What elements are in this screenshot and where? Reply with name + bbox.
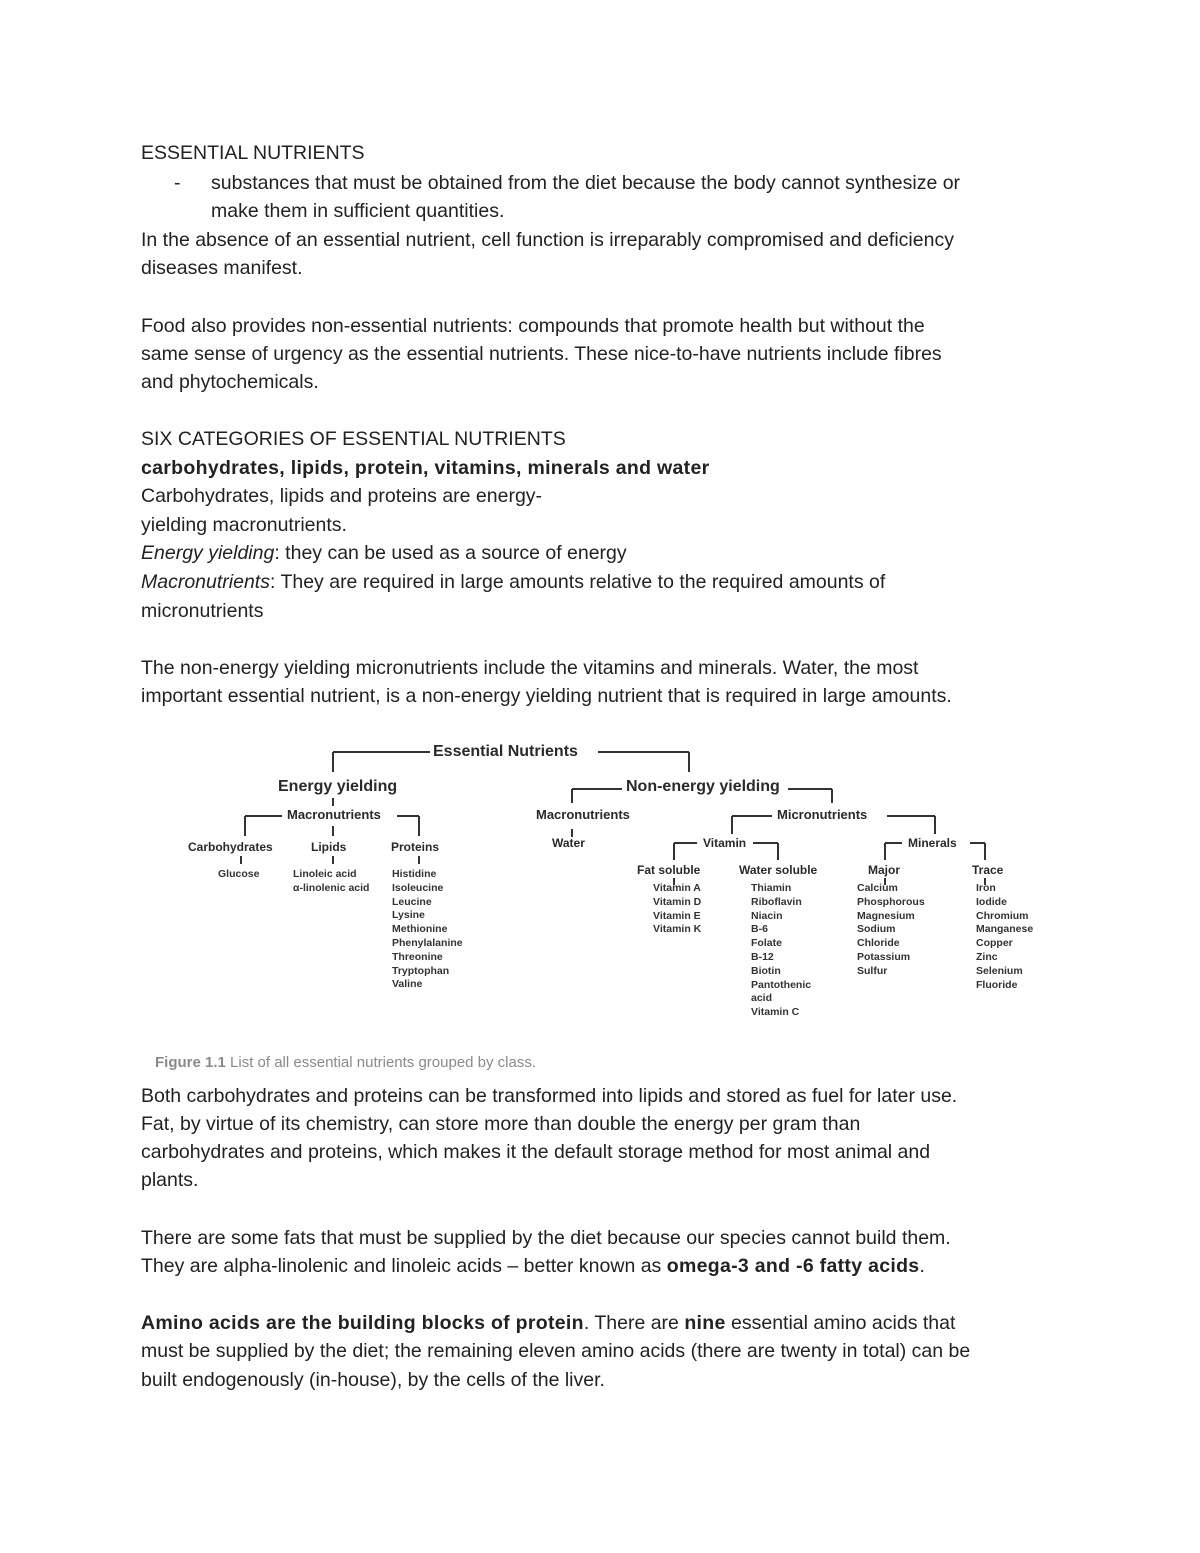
diagram-list-item: Zinc bbox=[976, 950, 998, 963]
diagram-list-item: B-6 bbox=[751, 923, 768, 936]
diagram-list-item: Vitamin C bbox=[751, 1006, 800, 1019]
diagram-list-item: Pantothenic bbox=[751, 978, 812, 991]
diagram-list-item: Sulfur bbox=[857, 964, 888, 977]
diagram-list-item: Magnesium bbox=[857, 909, 915, 922]
diagram-list-item: Potassium bbox=[857, 950, 911, 963]
paragraph-amino-line3: built endogenously (in-house), by the cells of the liver. bbox=[141, 1369, 605, 1391]
paragraph-storage-line2: Fat, by virtue of its chemistry, can store more than double the energy per gram than bbox=[141, 1113, 861, 1135]
fats-period: . bbox=[919, 1255, 925, 1277]
diagram-major-list bbox=[857, 882, 925, 979]
paragraph-micronutrients-line1: The non-energy yielding micronutrients include the vitamins and minerals. Water, the most bbox=[141, 657, 919, 679]
diagram-macronutrients-right: Macronutrients bbox=[536, 807, 630, 822]
bullet-text-line2: make them in sufficient quantities. bbox=[211, 200, 505, 222]
definition-text: : they can be used as a source of energy bbox=[274, 542, 627, 564]
diagram-list-item: Riboflavin bbox=[751, 895, 802, 908]
definition-text: : They are required in large amounts relative to the required amounts of bbox=[269, 571, 886, 593]
diagram-lipids: Lipids bbox=[311, 840, 347, 854]
diagram-list-item: Biotin bbox=[751, 964, 781, 977]
diagram-list-item: Histidine bbox=[392, 868, 437, 880]
diagram-water-soluble: Water soluble bbox=[739, 863, 818, 877]
diagram-root-label: Essential Nutrients bbox=[433, 743, 578, 760]
paragraph-amino-line2: must be supplied by the diet; the remaining eleven amino acids (there are twenty in total) can be bbox=[141, 1340, 971, 1362]
diagram-list-item: Phosphorous bbox=[857, 895, 925, 908]
paragraph-absence-line2: diseases manifest. bbox=[141, 257, 303, 279]
definition-term: Energy yielding bbox=[141, 542, 275, 564]
fats-text: They are alpha-linolenic and linoleic acids – better known as bbox=[141, 1255, 667, 1277]
definition-macronutrients-line2: micronutrients bbox=[141, 600, 264, 622]
diagram-list-item: Valine bbox=[392, 978, 423, 991]
paragraph-non-essential-line3: and phytochemicals. bbox=[141, 371, 319, 393]
definition-energy-yielding bbox=[141, 539, 627, 568]
paragraph-storage-line4: plants. bbox=[141, 1169, 199, 1191]
diagram-list-item: Fluoride bbox=[976, 978, 1018, 991]
definition-term: Macronutrients bbox=[141, 571, 270, 593]
paragraph-storage-line3: carbohydrates and proteins, which makes it the default storage method for most animal and bbox=[141, 1141, 931, 1163]
diagram-fat-soluble-list bbox=[653, 882, 701, 937]
bullet-text-line1: substances that must be obtained from the diet because the body cannot synthesize or bbox=[211, 172, 961, 194]
diagram-water: Water bbox=[552, 836, 585, 850]
amino-bold: Amino acids are the building blocks of protein bbox=[141, 1312, 584, 1334]
omega-bold: omega-3 and -6 fatty acids bbox=[666, 1255, 920, 1277]
paragraph-micronutrients-line2: important essential nutrient, is a non-energy yielding nutrient that is required in large amounts. bbox=[141, 685, 952, 707]
paragraph-non-essential-line1: Food also provides non-essential nutrients: compounds that promote health but without the bbox=[141, 315, 925, 337]
diagram-lipids-list bbox=[293, 868, 369, 896]
diagram-macronutrients-left: Macronutrients bbox=[287, 807, 381, 822]
diagram-list-item: Tryptophan bbox=[392, 964, 450, 977]
paragraph-fats-line1: There are some fats that must be supplied by the diet because our species cannot build them. bbox=[141, 1227, 951, 1249]
diagram-list-item: Vitamin A bbox=[653, 882, 701, 894]
diagram-list-item: Iodide bbox=[976, 895, 1007, 908]
diagram-carbohydrates-list bbox=[218, 868, 259, 882]
figure-caption bbox=[155, 1054, 536, 1071]
paragraph-storage-line1: Both carbohydrates and proteins can be transformed into lipids and stored as fuel for later use. bbox=[141, 1085, 958, 1107]
diagram-trace: Trace bbox=[972, 863, 1004, 877]
diagram-vitamin: Vitamin bbox=[703, 836, 747, 850]
diagram-energy-yielding: Energy yielding bbox=[278, 778, 398, 795]
nine-bold: nine bbox=[684, 1312, 726, 1334]
diagram-list-item: α-linolenic acid bbox=[293, 881, 370, 894]
diagram-list-item: Phenylalanine bbox=[392, 936, 463, 949]
diagram-list-item: Isoleucine bbox=[392, 881, 444, 894]
diagram-water-soluble-list bbox=[751, 882, 811, 1020]
heading-essential-nutrients: ESSENTIAL NUTRIENTS bbox=[141, 142, 365, 164]
diagram-proteins: Proteins bbox=[391, 840, 440, 854]
diagram-list-item: Manganese bbox=[976, 923, 1034, 936]
diagram-list-item: Leucine bbox=[392, 895, 432, 908]
bullet-dash: - bbox=[174, 172, 181, 194]
diagram-list-item: Thiamin bbox=[751, 882, 792, 894]
categories-list-bold: carbohydrates, lipids, protein, vitamins, minerals and water bbox=[141, 457, 710, 479]
paragraph-non-essential-line2: same sense of urgency as the essential nutrients. These nice-to-have nutrients include fibres bbox=[141, 343, 942, 365]
diagram-list-item: B-12 bbox=[751, 950, 774, 963]
diagram-carbohydrates: Carbohydrates bbox=[188, 840, 273, 854]
diagram-list-item: Selenium bbox=[976, 964, 1023, 977]
diagram-list-item: Lysine bbox=[392, 909, 425, 922]
amino-text: . There are bbox=[583, 1312, 685, 1334]
definition-macronutrients bbox=[141, 568, 885, 597]
diagram-list-item: Methionine bbox=[392, 923, 448, 936]
diagram-list-item: Vitamin D bbox=[653, 895, 702, 908]
diagram-trace-list bbox=[976, 882, 1033, 992]
diagram-list-item: Chloride bbox=[857, 937, 900, 950]
diagram-non-energy-yielding: Non-energy yielding bbox=[626, 778, 780, 795]
paragraph-fats-line2 bbox=[141, 1252, 925, 1281]
diagram-major: Major bbox=[868, 863, 901, 877]
paragraph-macro-line2: yielding macronutrients. bbox=[141, 514, 347, 536]
diagram-list-item: acid bbox=[751, 992, 773, 1005]
paragraph-absence-line1: In the absence of an essential nutrient, cell function is irreparably compromised and deficiency bbox=[141, 229, 954, 251]
essential-nutrients-diagram bbox=[185, 740, 1055, 1030]
diagram-minerals: Minerals bbox=[908, 836, 957, 850]
diagram-list-item: Chromium bbox=[976, 909, 1029, 922]
diagram-list-item: Vitamin K bbox=[653, 923, 702, 936]
caption-text: List of all essential nutrients grouped by class. bbox=[225, 1054, 537, 1071]
amino-text-2: essential amino acids that bbox=[725, 1312, 956, 1334]
diagram-list-item: Copper bbox=[976, 937, 1013, 950]
diagram-fat-soluble: Fat soluble bbox=[637, 863, 701, 877]
diagram-micronutrients: Micronutrients bbox=[777, 807, 868, 822]
diagram-list-item: Glucose bbox=[218, 868, 260, 880]
diagram-list-item: Linoleic acid bbox=[293, 868, 357, 880]
caption-label: Figure 1.1 bbox=[155, 1054, 226, 1071]
paragraph-macro-line1: Carbohydrates, lipids and proteins are energy- bbox=[141, 485, 543, 507]
diagram-list-item: Sodium bbox=[857, 923, 896, 936]
diagram-list-item: Niacin bbox=[751, 909, 783, 922]
diagram-list-item: Iron bbox=[976, 882, 996, 894]
diagram-list-item: Calcium bbox=[857, 882, 898, 894]
diagram-list-item: Vitamin E bbox=[653, 909, 701, 922]
diagram-list-item: Threonine bbox=[392, 950, 443, 963]
heading-six-categories: SIX CATEGORIES OF ESSENTIAL NUTRIENTS bbox=[141, 428, 566, 450]
diagram-proteins-list bbox=[392, 868, 463, 992]
paragraph-amino-line1 bbox=[141, 1309, 955, 1338]
diagram-list-item: Folate bbox=[751, 937, 782, 950]
